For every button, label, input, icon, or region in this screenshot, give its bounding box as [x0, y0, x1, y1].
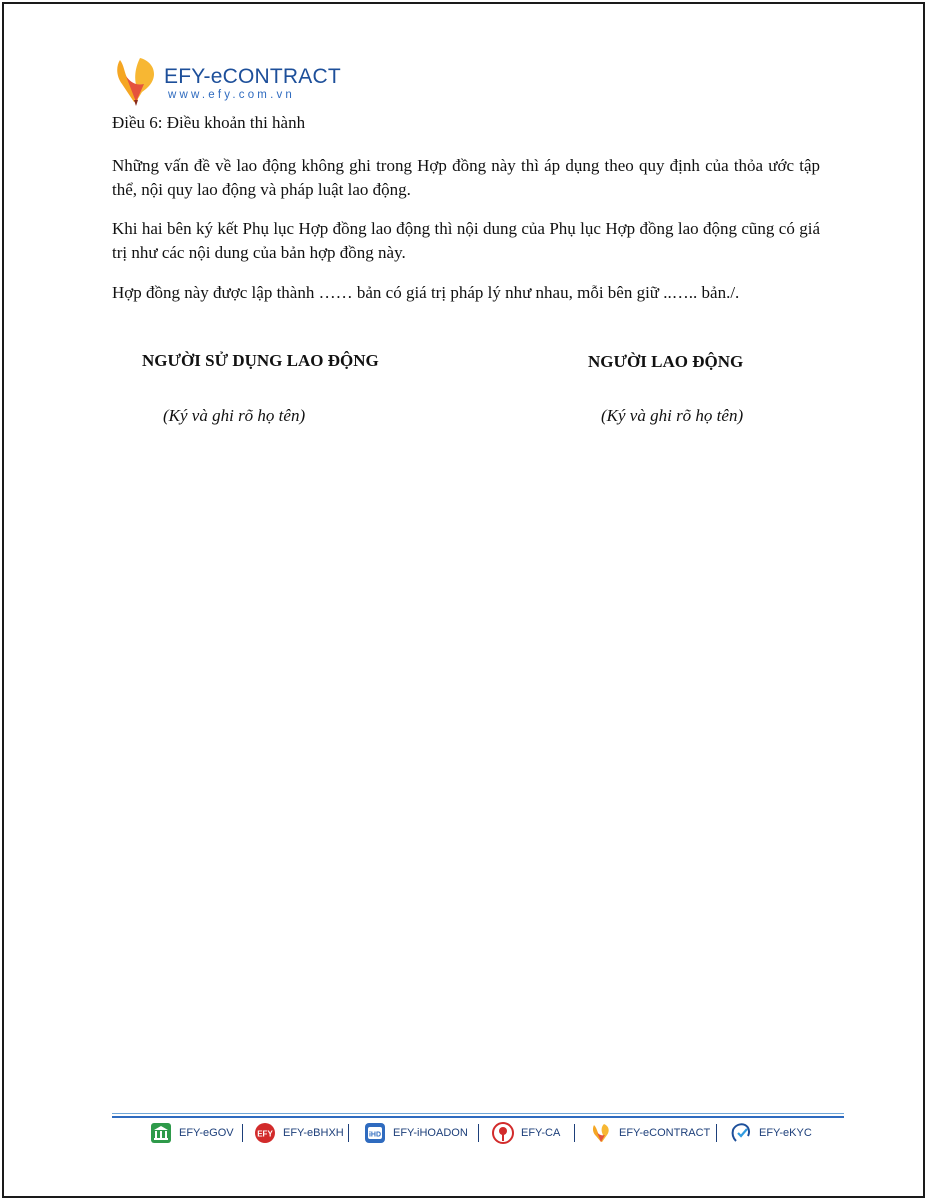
svg-text:iHD: iHD — [368, 1131, 382, 1139]
footer-separator — [574, 1124, 575, 1142]
svg-text:EFY: EFY — [257, 1129, 273, 1139]
footer-rule-thin — [112, 1113, 844, 1114]
logo-url: www.efy.com.vn — [168, 89, 296, 101]
employee-signature-title: NGƯỜI LAO ĐỘNG — [588, 352, 744, 371]
efy-badge-icon — [254, 1122, 276, 1144]
footer-item-ekyc — [730, 1122, 812, 1144]
footer-separator — [716, 1124, 717, 1142]
logo-title: EFY-eCONTRACT — [164, 65, 341, 88]
document-page — [2, 2, 925, 1198]
employee-signature-note: (Ký và ghi rõ họ tên) — [601, 406, 744, 425]
employer-signature-note: (Ký và ghi rõ họ tên) — [163, 406, 306, 425]
footer-item-ebhxh — [254, 1122, 344, 1144]
footer-rule-thick — [112, 1116, 844, 1118]
footer-label-ekyc: EFY-eKYC — [759, 1127, 812, 1139]
bank-icon — [150, 1122, 172, 1144]
footer-separator — [348, 1124, 349, 1142]
footer-separator — [478, 1124, 479, 1142]
efy-econtract-logo — [114, 56, 354, 108]
ca-seal-icon — [492, 1122, 514, 1144]
paragraph-labor-matters: Những vấn đề về lao động không ghi trong Hợp đồng này thì áp dụng theo quy định của thỏa ước tập thể, nội quy lao động và pháp luật lao động. — [112, 156, 820, 199]
footer-label-ca: EFY-CA — [521, 1127, 561, 1139]
footer-label-econtract: EFY-eCONTRACT — [619, 1127, 711, 1139]
footer-item-ca — [492, 1122, 560, 1144]
article-heading: Điều 6: Điều khoản thi hành — [112, 113, 306, 132]
ihd-icon — [364, 1122, 386, 1144]
product-footer — [112, 1120, 844, 1146]
footer-item-egov — [150, 1122, 234, 1144]
face-check-icon — [730, 1122, 752, 1144]
footer-label-ebhxh: EFY-eBHXH — [283, 1127, 344, 1139]
pen-nib-logo-icon — [114, 56, 158, 108]
paragraph-appendix: Khi hai bên ký kết Phụ lục Hợp đồng lao động thì nội dung của Phụ lục Hợp đồng lao động cũng có giá trị như các nội dung của bản hợp đồng này. — [112, 219, 820, 262]
paragraph-copies: Hợp đồng này được lập thành …… bản có giá trị pháp lý như nhau, mỗi bên giữ ..….. bản./. — [112, 283, 740, 302]
footer-label-egov: EFY-eGOV — [179, 1127, 234, 1139]
footer-label-ihoadon: EFY-iHOADON — [393, 1127, 468, 1139]
employer-signature-title: NGƯỜI SỬ DỤNG LAO ĐỘNG — [142, 351, 379, 370]
footer-item-ihoadon — [364, 1122, 468, 1144]
pen-icon — [590, 1122, 612, 1144]
footer-item-econtract — [590, 1122, 710, 1144]
footer-separator — [242, 1124, 243, 1142]
